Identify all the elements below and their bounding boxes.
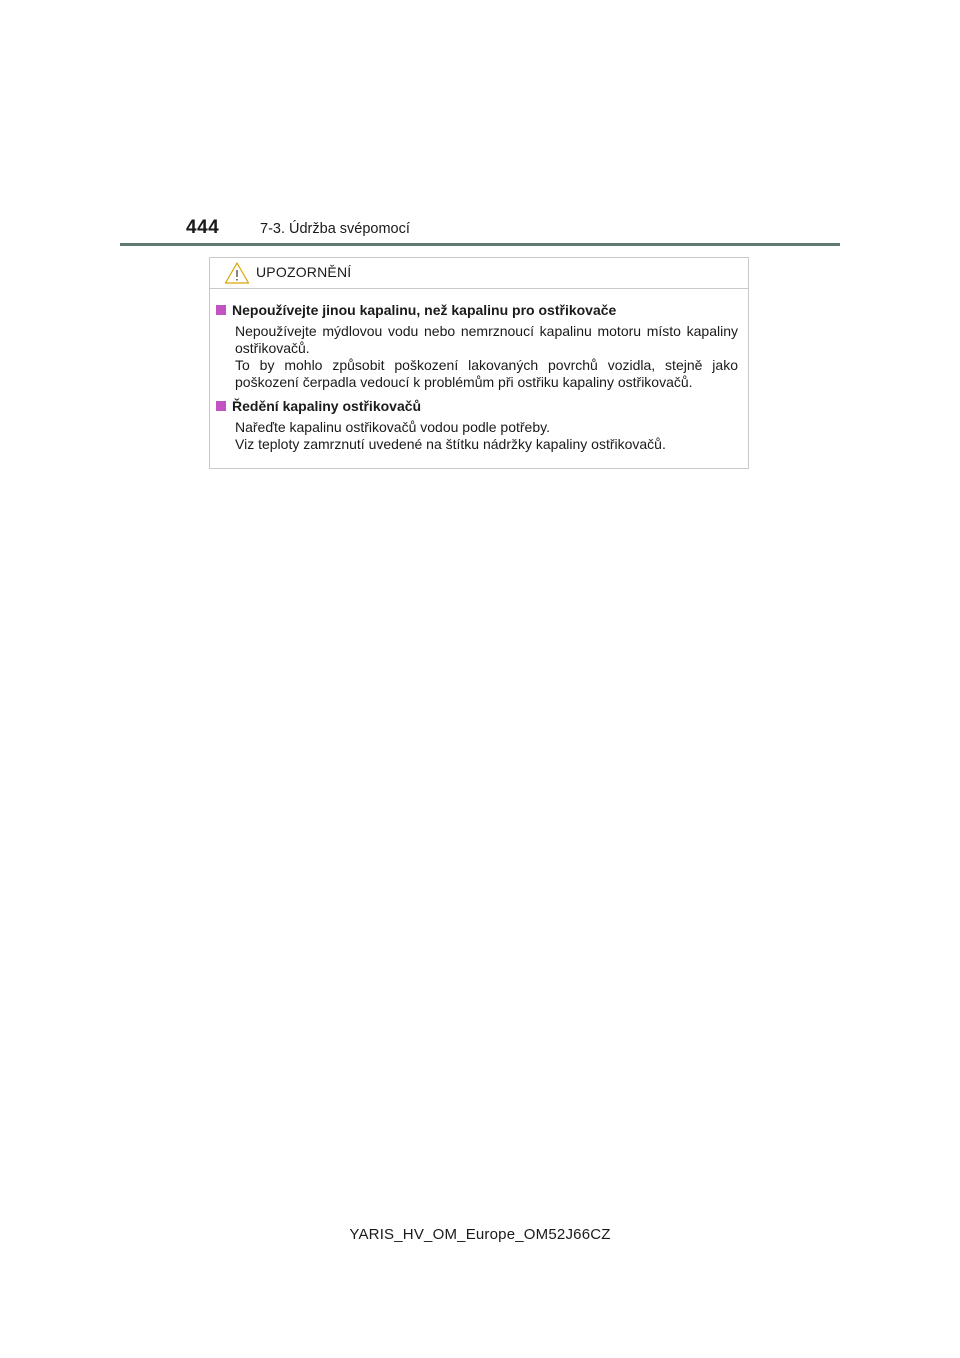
warning-item-text [235,323,738,391]
section-title: 7-3. Údržba svépomocí [260,221,410,237]
bullet-square-icon [216,305,226,315]
warning-item-heading-text: Nepoužívejte jinou kapalinu, než kapalinu pro ostřikovače [232,302,617,318]
warning-paragraph: Nařeďte kapalinu ostřikovačů vodou podle potřeby. [235,419,550,435]
warning-title: UPOZORNĚNÍ [256,264,352,280]
bullet-square-icon [216,401,226,411]
warning-paragraph: Viz teploty zamrznutí uvedené na štítku nádržky kapaliny ostřikovačů. [235,436,666,452]
warning-body [210,289,748,453]
header-rule [120,243,840,246]
page-number: 444 [186,217,220,238]
warning-box [209,257,749,469]
warning-item [216,301,738,391]
warning-paragraph: To by mohlo způsobit poškození lakovaných povrchů vozidla, stejně jako poškození čerpadla vedoucí k problémům při ostřiku kapaliny ostřikovačů. [235,357,738,390]
warning-item-text [235,419,738,453]
footer-document-code: YARIS_HV_OM_Europe_OM52J66CZ [349,1226,611,1243]
warning-header [210,258,748,289]
warning-paragraph: Nepoužívejte mýdlovou vodu nebo nemrznoucí kapalinu motoru místo kapaliny ostřikovačů. [235,323,738,356]
warning-item [216,397,738,453]
warning-triangle-icon [224,261,250,285]
warning-item-heading [216,301,738,319]
warning-item-heading-text: Ředění kapaliny ostřikovačů [232,398,422,414]
warning-item-heading [216,397,738,415]
